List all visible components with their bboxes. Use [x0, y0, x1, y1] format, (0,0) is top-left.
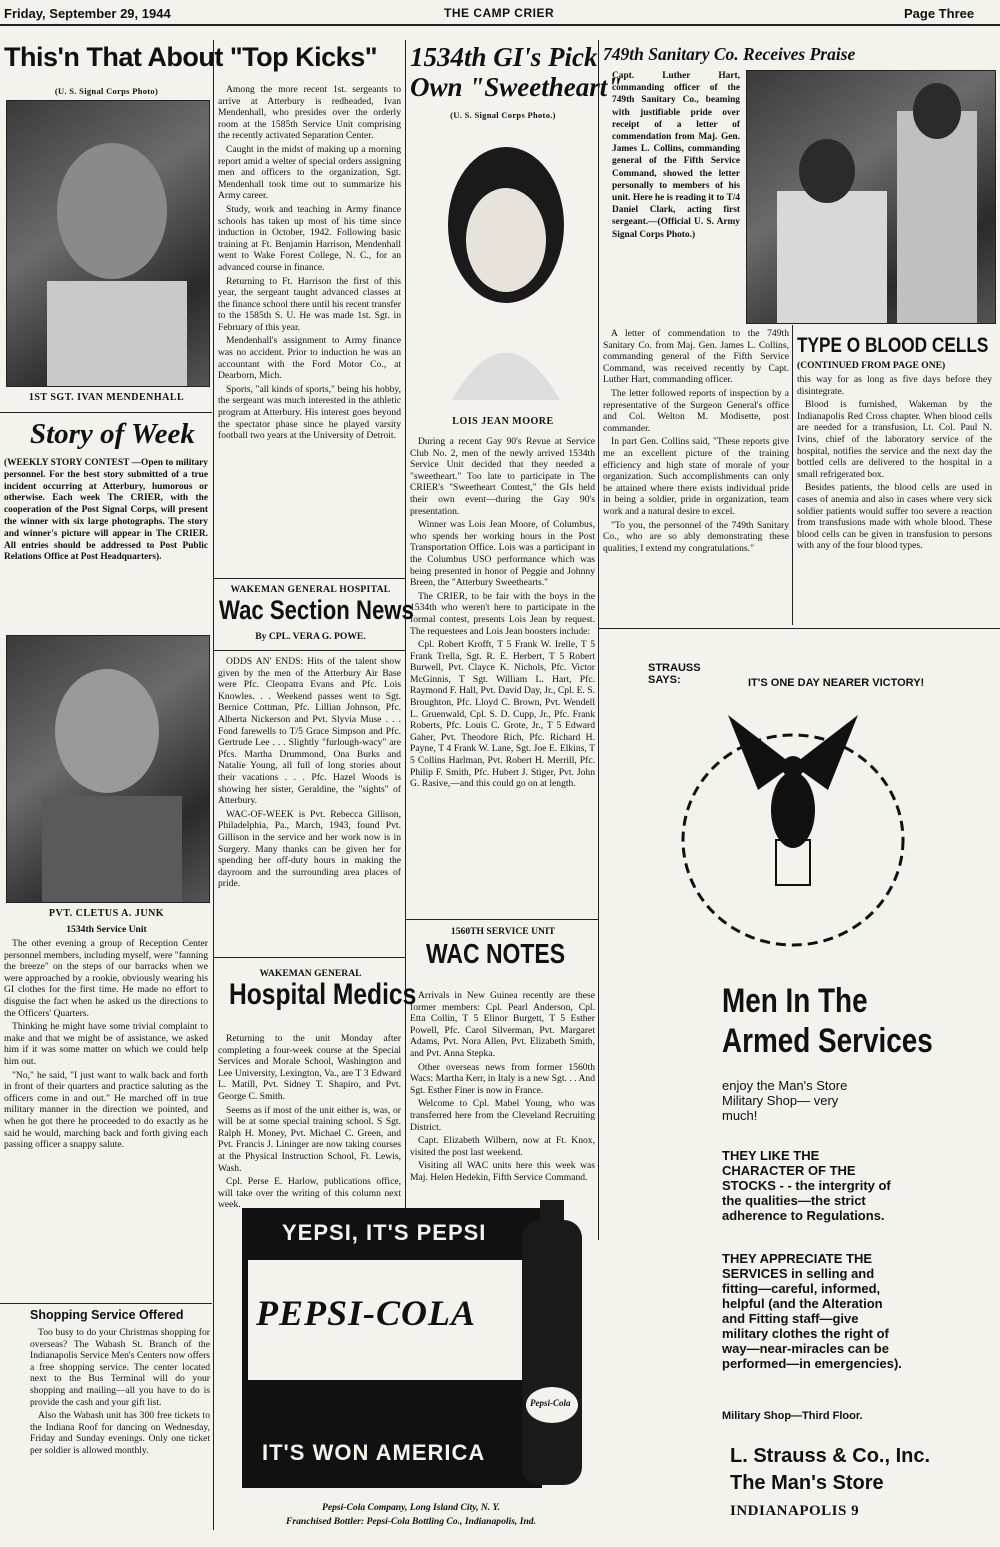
mendenhall-photo	[6, 100, 210, 387]
wacnotes-kicker: 1560TH SERVICE UNIT	[450, 926, 556, 937]
sanitary-para: A letter of commendation to the 749th Sanitary Co. from Maj. Gen. James L. Collins, commanding general of the Fifth Service Command, was received recently by Capt. Luther Hart, commanding officer.	[603, 328, 789, 386]
moore-photo	[432, 130, 580, 400]
masthead-paper: THE CAMP CRIER	[444, 6, 555, 20]
medics-para: Seems as if most of the unit either is, was, or will be at some special training school. S Sgt. Ralph H. Money, Pvt. Michael C. Green, and Pvt. Francis J. Lininger are now taking courses at the Physical Instruction School, Ft. Lewis, Wash.	[218, 1104, 401, 1174]
shopping-para: Also the Wabash unit has 300 free tickets to the Indiana Roof for dancing on Wednesday, Friday and Sunday evenings. Only one ticket per soldier is allowed monthly.	[30, 1410, 210, 1456]
medics-rule	[214, 957, 405, 958]
column-rule-2	[405, 40, 406, 1240]
strauss-store-1: L. Strauss & Co., Inc.	[730, 1445, 931, 1467]
masthead-page: Page Three	[904, 6, 975, 21]
portrait-icon	[432, 130, 580, 400]
wac-rule-bottom	[214, 650, 405, 651]
pepsi-bottle-label: Pepsi-Cola	[530, 1398, 571, 1408]
topkicks-para: Returning to Ft. Harrison the first of this year, the sergeant taught advanced classes at the finance school there until his recent transfer to the 1585th S. U. He was made 1st. Sgt. in February of this year.	[218, 275, 401, 333]
wacnotes-para: Other overseas news from former 1560th Wacs: Martha Kerr, in Italy is a new Sgt. . . And Sgt. Esther Finer is now in France.	[410, 1061, 595, 1096]
blood-para: this way for as long as five days before they disintegrate.	[797, 374, 992, 397]
topkicks-para: Study, work and teaching in Army finance schools has taken up most of his time since induction in October, 1942. Following basic training at Ft. Benjamin Harrison, Mendenhall went to Wake Forest College, N. C., for an advanced course in finance.	[218, 203, 401, 273]
eagle-wreath-art	[668, 695, 918, 955]
wacnotes-rule	[406, 919, 598, 920]
sweetheart-headline-1: 1534th GI's Pick	[410, 42, 598, 72]
sweetheart-article	[410, 436, 595, 792]
wacnotes-para: Capt. Elizabeth Wilbern, now at Ft. Knox, visited the post last weekend.	[410, 1135, 595, 1158]
sweetheart-para: During a recent Gay 90's Revue at Service Club No. 2, men of the newly arrived 1534th Service Unit decided that they needed a "sweetheart." Too late to participate in The CRIER's "Sweetheart Contest," the GIs held their own event—during the Gay 90's presentation.	[410, 436, 595, 517]
sweetheart-para: Cpl. Robert Krofft, T 5 Frank W. Irelle, T 5 Frank Trella, Sgt. R. E. Herbert, T 5 Robert Burwell, Pvt. Clayce K. Nichols, Pfc. Victor McGinnis, T Sgt. William L. Hart, Pfc. Raymond F. Hall, Pvt. David Day, Jr., Cpl. E. S. Broughton, Pfc. Lloyd C. Brown, Pvt. Wendell L. Gruenwald, Cpl. S. D. Cupp, Jr., Pfc. Frank Roberts, Pfc. Louis C. Grote, Jr., T 5 Edward Gaher, Pvt. Theodore Rich, Pfc. Richard H. Payne, T 4 Frank W. Lane, Sgt. Joe E. Elkins, T 5 Collins Harlman, Pvt. Robert H. Merrill, Pfc. Philip F. Smith, Pfc. Hubert J. Stiger, Pvt. John G. Rasive,—and this could go on at length.	[410, 639, 595, 790]
masthead-rule	[0, 24, 1000, 26]
sanitary-article	[603, 328, 789, 556]
sweetheart-para: The CRIER, to be fair with the boys in the 1534th who weren't here to participate in the formal contest, presents Lois Jean by request. The requestees and Lois Jean boosters include:	[410, 590, 595, 637]
sanitary-para: "To you, the personnel of the 749th Sanitary Co., who are so ably demonstrating these qualities, I extend my congratulations."	[603, 519, 789, 554]
sanitary-para: The letter followed reports of inspection by a representative of the Surgeon General's office and Col. Welton M. Modisette, post commander.	[603, 387, 789, 434]
pepsi-company: Pepsi-Cola Company, Long Island City, N. Y.	[321, 1502, 501, 1513]
blood-article	[797, 374, 992, 554]
portrait-icon	[7, 636, 209, 902]
blood-continued: (CONTINUED FROM PAGE ONE)	[797, 360, 946, 371]
story-para: The other evening a group of Reception Center personnel members, including myself, were "fanning the breeze" on the steps of our barracks when we were approached by a rookie, obviously wearing his GI clothes for the first time. He made no effort to disguise the fact when he asked us the directions to the Officers' Quarters.	[4, 938, 208, 1019]
strauss-city: INDIANAPOLIS 9	[730, 1503, 860, 1519]
topkicks-para: Mendenhall's assignment to Army finance was no accident. Prior to induction he was an accountant with the Ford Motor Co., at Dearborn, Mich.	[218, 335, 401, 382]
strauss-p4: Military Shop—Third Floor.	[722, 1410, 863, 1422]
topkicks-para: Among the more recent 1st. sergeants to arrive at Atterbury is redheaded, Ivan Mendenhall, who presides over the orderly room at the 1585th Service Unit comprising the recently activated Separation Center.	[218, 84, 401, 142]
sweetheart-credit: (U. S. Signal Corps Photo.)	[450, 110, 556, 120]
wac-byline: By CPL. VERA G. POWE.	[255, 631, 366, 642]
shopping-article	[30, 1327, 210, 1459]
wac-rule-top	[214, 578, 405, 579]
topkicks-para: Caught in the midst of making up a morning report amid a welter of special orders assigning men and officers to the organization, Sgt. Mendenhall took time out to summarize his Army career.	[218, 143, 401, 202]
story-article	[4, 938, 208, 1153]
pepsi-ad-art	[222, 1200, 600, 1540]
sanitary-photo-caption: Capt. Luther Hart, commanding officer of the 749th Sanitary Co., beaming with justifiable pride over receipt of a letter of commendation from Maj. Gen. James L. Collins, commanding general of the Fifth Service Command, showed the letter personally to members of his unit. Here he is reading it to T/4 Daniel Clark, acting first sergeant.—(Official U. S. Army Signal Corps Photo.)	[612, 71, 740, 240]
wacnotes-para: Visiting all WAC units here this week was Maj. Helen Hedekin, Fifth Service Command.	[410, 1160, 595, 1183]
junk-caption: PVT. CLETUS A. JUNK	[48, 908, 165, 919]
wac-headline: Wac Section News	[219, 595, 414, 625]
story-title: Story of Week	[30, 418, 195, 450]
eagle-icon	[668, 695, 918, 955]
strauss-p2: THEY LIKE THE CHARACTER OF THE STOCKS - - the intergrity of the qualities—the strict adherence to Regulations.	[722, 1148, 891, 1223]
wacnotes-article	[410, 990, 595, 1186]
topkicks-credit: (U. S. Signal Corps Photo)	[54, 86, 159, 96]
story-para: "No," he said, "I just want to walk back and forth in front of their quarters and practice saluting as the officers come in and out." He marched off in true military manner in the direction we pointed, and when he got there he proceeded to do exactly as he said he would, marching back and forth giving each passing officer a snappy salute.	[4, 1069, 208, 1151]
pepsi-ad	[222, 1200, 600, 1540]
medics-article	[218, 1033, 401, 1213]
shopping-rule	[0, 1303, 212, 1304]
topkicks-article	[218, 84, 401, 444]
blood-para: Besides patients, the blood cells are used in cases of anemia and also in cases where very sick soldier patients would suffer too severe a reaction from transfusions made with whole blood. These blood cells can be given in transfusion to persons with any of the four blood types.	[797, 482, 992, 552]
blood-headline: TYPE O BLOOD CELLS	[797, 334, 989, 357]
wac-para: ODDS AN' ENDS: Hits of the talent show given by the men of the Atterbury Air Base were Pfc. Cleopatra Evans and Pfc. Lois Knowles. . . Weekend passes went to Sgt. Bernice Cottman, Pfc. Lillian Johnson, Pfc. Alberta Nickerson and Pvt. Slyvia Muse . . . Fond farewells to T/5 Grace Simpson and Pfc. Gertrude Lee . . . Slightly "furlough-wacy" are Pfcs. Martha Drummond, Ona Burks and Natalie Young, all full of long stories about their vacations . . . Pfc. Hazel Woods is showing her sister, Geraldine, the "sights" of Atterbury.	[218, 656, 401, 807]
masthead-date: Friday, September 29, 1944	[4, 6, 171, 21]
shopping-para: Too busy to do your Christmas shopping for overseas? The Wabash St. Branch of the Indianapolis Service Men's Centers now offers a free shopping service. The center located next to the Bus Terminal will do your shopping and mailing—all you have to do is provide the cash and your gift list.	[30, 1327, 210, 1408]
strauss-says: STRAUSS SAYS:	[648, 662, 701, 686]
shopping-headline: Shopping Service Offered	[30, 1308, 184, 1322]
story-para: Thinking he might have some trivial complaint to make and that we might be of assistance, we asked him if it was some matter on which we could help him out.	[4, 1021, 208, 1067]
sanitary-headline: 749th Sanitary Co. Receives Praise	[603, 44, 856, 64]
column-rule-4	[792, 325, 793, 625]
strauss-headline-2: Armed Services	[722, 1022, 933, 1060]
blood-rule	[599, 628, 1000, 629]
sweetheart-para: Winner was Lois Jean Moore, of Columbus, who spends her working hours in the Post Transportation Office. Lois was a participant in the Columbus USO performance which was being presented in honor of Peggie and Johnny Breen, the "Atterbury Sweethearts."	[410, 519, 595, 589]
pepsi-bottom: IT'S WON AMERICA	[262, 1440, 486, 1465]
sanitary-photo	[746, 70, 996, 324]
photo-icon	[747, 71, 995, 323]
story-unit: 1534th Service Unit	[66, 924, 147, 935]
pepsi-top: YEPSI, IT'S PEPSI	[282, 1220, 487, 1245]
portrait-icon	[7, 101, 209, 386]
column-rule-3	[598, 40, 599, 1240]
blood-para: Blood is furnished, Wakeman by the Indianapolis Red Cross chapter. When blood cells are needed for a transfusion, Lt. Col. Paul N. Ivins, chief of the laboratory service of the hospital, notifies the service and the next day the bottled cells are delivered to the hospital in a small refrigerated box.	[797, 399, 992, 480]
story-body: (WEEKLY STORY CONTEST —Open to military personnel. For the best story submitted of a true incident occurring at Atterbury, humorous or otherwise. Each week The CRIER, with the cooperation of the Post Signal Corps, will present the winner with six large photographs. The story and winner's picture will appear in The CRIER. All entries should be addressed to Post Public Relations Office at Post Headquarters).	[4, 458, 208, 563]
pepsi-bottler: Franchised Bottler: Pepsi-Cola Bottling Co., Indianapolis, Ind.	[285, 1516, 536, 1527]
medics-para: Returning to the unit Monday after completing a four-week course at the Special Services and Morale School, Washington and Lee University, Lexington, Va., are T 3 Edward L. Matill, Pvt. Sidney T. Shapiro, and Pvt. George C. Smith.	[218, 1033, 401, 1102]
bottle-icon	[522, 1220, 582, 1485]
topkicks-para: Sports, "all kinds of sports," being his hobby, the sergeant was much interested in the athletic program at Atterbury. His interest goes beyond the spectator phase since he played varsity football two years at the University of Detroit.	[218, 383, 401, 442]
strauss-store-2: The Man's Store	[730, 1472, 884, 1494]
sanitary-para: In part Gen. Collins said, "These reports give me an excellent picture of the training efficiency and high state of morale of your organization. Such accomplishments can only be attained where there exists individual pride in being a soldier, pride in organization, team work and a natural desire to excel.	[603, 436, 789, 517]
strauss-p1: enjoy the Man's Store Military Shop— very much!	[722, 1078, 848, 1123]
medics-headline: Hospital Medics	[229, 978, 417, 1011]
strauss-headline-1: Men In The	[722, 982, 868, 1020]
pepsi-logo: PEPSI-COLA	[256, 1293, 477, 1333]
junk-photo	[6, 635, 210, 903]
wac-para: WAC-OF-WEEK is Pvt. Rebecca Gillison, Philadelphia, Pa., March, 1943, found Pvt. Gillison in the service and her work now is in Surgery. Many thanks can be given her for spending her off-duty hours in making the dayroom and the surrounding area places of pride.	[218, 808, 401, 890]
column-rule-1	[213, 40, 214, 1530]
mendenhall-caption: 1ST SGT. IVAN MENDENHALL	[28, 392, 185, 403]
strauss-p3: THEY APPRECIATE THE SERVICES in selling and fitting—careful, informed, helpful (and the Alteration and Fitting staff—give military clothes the right of way—near-miracles can be performed—in emergencies).	[722, 1251, 902, 1371]
strauss-slogan: IT'S ONE DAY NEARER VICTORY!	[748, 677, 925, 689]
medics-kicker: WAKEMAN GENERAL	[259, 968, 362, 979]
wacnotes-headline: WAC NOTES	[426, 938, 566, 969]
wacnotes-para: Welcome to Cpl. Mabel Young, who was transferred here from the Cleveland Recruiting District.	[410, 1098, 595, 1133]
wacnotes-para: Arrivals in New Guinea recently are these former members: Cpl. Pearl Anderson, Cpl. Etta Collin, T 5 Elinor Burgett, T 5 Esther Powell, Pfc. Carol Silverman, Pvt. Margaret Adams, Pvt. Nora Allen, Pvt. Elizabeth Smith, and Pvt. Anna Stepka.	[410, 990, 595, 1059]
moore-caption: LOIS JEAN MOORE	[452, 416, 554, 427]
topkicks-headline: This'n That About "Top Kicks"	[4, 42, 378, 72]
sweetheart-headline-2: Own "Sweetheart"	[410, 72, 623, 102]
story-rule	[0, 412, 212, 413]
wac-article	[218, 656, 401, 892]
wac-kicker: WAKEMAN GENERAL HOSPITAL	[230, 584, 391, 595]
medics-para: Cpl. Perse E. Harlow, publications office, will take over the writing of this column next week.	[218, 1176, 401, 1211]
